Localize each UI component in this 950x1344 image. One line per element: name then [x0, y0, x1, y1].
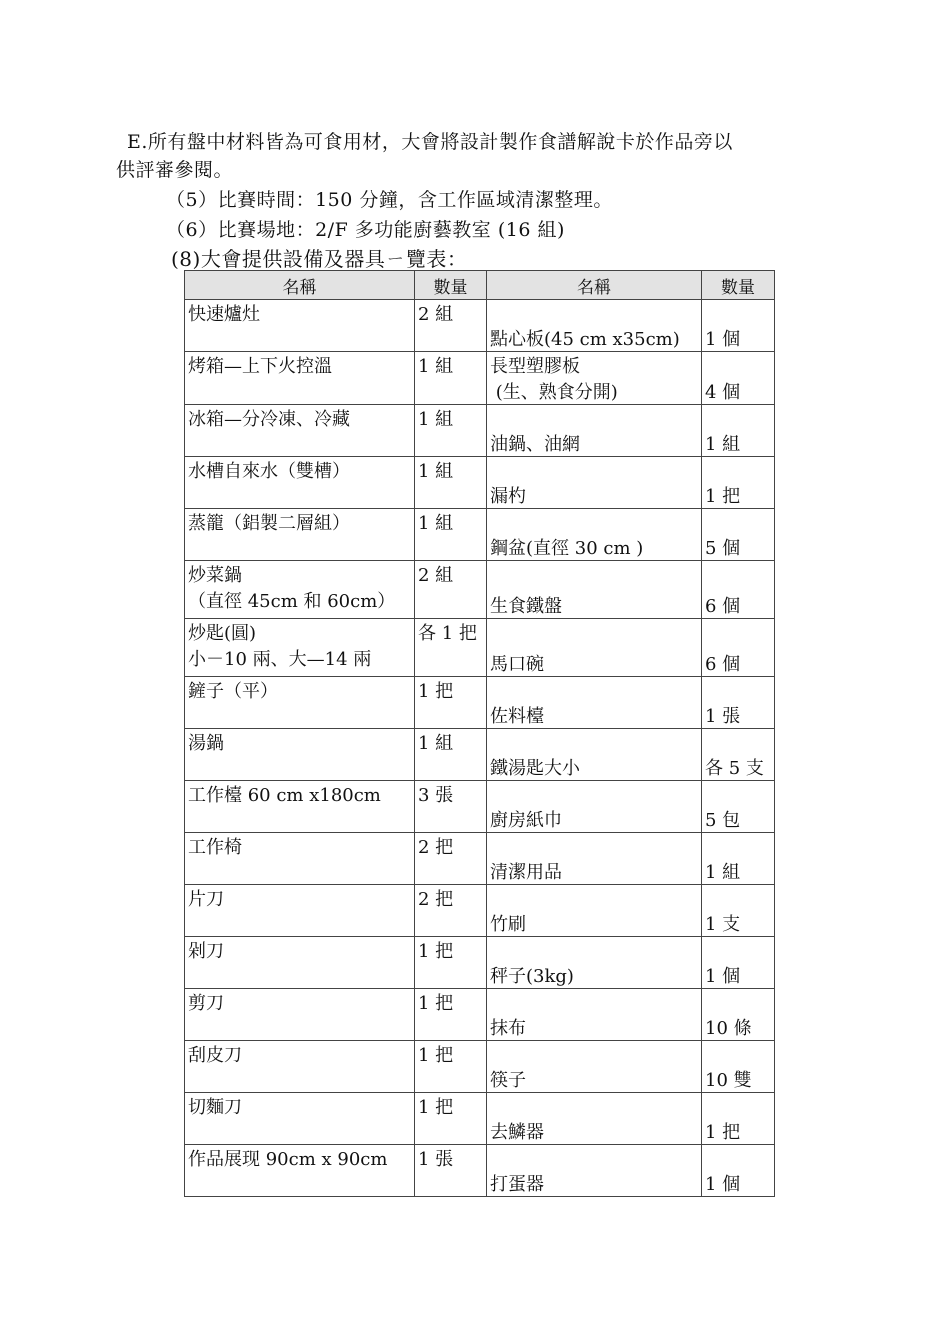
table-row [185, 405, 775, 457]
item-qty-right: 10 雙 [702, 1041, 775, 1093]
item-name-left-line1: 工作檯 60 cm x180cm [188, 785, 381, 806]
item-qty-right: 6 個 [702, 619, 775, 677]
item-name-left [185, 619, 415, 677]
item-name-right [487, 729, 702, 781]
table-row [185, 352, 775, 405]
item-name-right-line2: (生、熟食分開) [490, 382, 618, 403]
equipment-list-title: (8)大會提供設備及器具ㄧ覽表： [171, 247, 468, 271]
item-name-left [185, 300, 415, 352]
item-qty-left: 1 組 [415, 509, 487, 561]
item-name-left [185, 1093, 415, 1145]
item-name-right [487, 352, 702, 405]
item-qty-left: 1 組 [415, 729, 487, 781]
item-name-right [487, 1041, 702, 1093]
item-name-left-line2: （直徑 45cm 和 60cm） [188, 591, 396, 612]
item-qty-left: 1 組 [415, 352, 487, 405]
item-name-right [487, 885, 702, 937]
item-name-left [185, 509, 415, 561]
item-name-right [487, 781, 702, 833]
item-name-left [185, 885, 415, 937]
item-qty-right: 1 個 [702, 937, 775, 989]
item-name-left [185, 1041, 415, 1093]
table-row [185, 1041, 775, 1093]
item-name-left-line1: 工作椅 [188, 837, 242, 858]
table-row [185, 300, 775, 352]
item-name-left [185, 352, 415, 405]
table-row [185, 1093, 775, 1145]
item-name-right-line1: 生食鐵盤 [490, 596, 562, 617]
item-name-right [487, 937, 702, 989]
item-name-right [487, 833, 702, 885]
table-row [185, 937, 775, 989]
table-row [185, 1145, 775, 1197]
item-name-left [185, 405, 415, 457]
item-qty-left: 1 組 [415, 405, 487, 457]
item-qty-left: 2 組 [415, 561, 487, 619]
item-name-left-line1: 炒匙(圓) [188, 623, 257, 644]
item-name-right-line1: 筷子 [490, 1070, 526, 1091]
item-name-right [487, 561, 702, 619]
item-name-right-line1: 點心板(45 cm x35cm) [490, 329, 680, 350]
item-name-right [487, 989, 702, 1041]
item-name-right-line1: 鐵湯匙大小 [490, 758, 580, 779]
competition-venue: （6）比賽場地：2/F 多功能廚藝教室 (16 組) [166, 219, 565, 241]
table-row [185, 457, 775, 509]
item-name-left [185, 989, 415, 1041]
intro-line-review: 供評審參閱。 [116, 159, 234, 181]
header-qty-2: 數量 [702, 271, 775, 300]
item-qty-right: 1 組 [702, 833, 775, 885]
item-name-left-line1: 切麵刀 [188, 1097, 242, 1118]
item-name-right-line1: 漏杓 [490, 486, 526, 507]
item-name-left-line1: 湯鍋 [188, 733, 224, 754]
table-header-row [185, 271, 775, 300]
item-qty-right: 1 把 [702, 1093, 775, 1145]
item-qty-left: 1 把 [415, 989, 487, 1041]
item-name-left-line1: 蒸籠（鋁製二層組） [188, 513, 350, 534]
item-qty-left: 1 把 [415, 1041, 487, 1093]
header-qty-1: 數量 [415, 271, 487, 300]
item-name-left-line1: 快速爐灶 [188, 304, 260, 325]
item-name-left-line1: 刮皮刀 [188, 1045, 242, 1066]
item-qty-right: 5 個 [702, 509, 775, 561]
item-qty-left: 2 把 [415, 833, 487, 885]
item-qty-left: 1 組 [415, 457, 487, 509]
item-name-right-line1: 打蛋器 [490, 1174, 544, 1195]
table-row [185, 677, 775, 729]
item-name-left-line1: 作品展现 90cm x 90cm [188, 1149, 388, 1170]
table-row [185, 561, 775, 619]
item-qty-left: 1 把 [415, 677, 487, 729]
table-row [185, 833, 775, 885]
item-qty-right: 4 個 [702, 352, 775, 405]
item-name-left [185, 561, 415, 619]
item-name-left-line1: 炒菜鍋 [188, 565, 242, 586]
item-name-left [185, 1145, 415, 1197]
item-name-left-line2: 小－10 兩、大—14 兩 [188, 649, 372, 670]
item-name-left [185, 833, 415, 885]
header-name-2: 名稱 [487, 271, 702, 300]
item-name-left-line1: 片刀 [188, 889, 224, 910]
item-name-right [487, 457, 702, 509]
item-name-right [487, 405, 702, 457]
item-qty-right: 6 個 [702, 561, 775, 619]
item-qty-right: 1 組 [702, 405, 775, 457]
item-name-right-line1: 廚房紙巾 [490, 810, 562, 831]
item-qty-right: 1 把 [702, 457, 775, 509]
item-name-left [185, 729, 415, 781]
item-name-right-line1: 馬口碗 [490, 654, 544, 675]
item-name-right-line1: 油鍋、油網 [490, 434, 580, 455]
table-row [185, 885, 775, 937]
item-name-right [487, 300, 702, 352]
item-name-left [185, 457, 415, 509]
item-name-left-line1: 剪刀 [188, 993, 224, 1014]
item-qty-right: 各 5 支 [702, 729, 775, 781]
item-qty-left: 1 把 [415, 1093, 487, 1145]
item-name-left-line1: 鏟子（平） [188, 681, 278, 702]
item-name-right-line1: 秤子(3kg) [490, 966, 574, 987]
item-name-right-line1: 清潔用品 [490, 862, 562, 883]
item-name-left [185, 937, 415, 989]
table-row [185, 729, 775, 781]
table-row [185, 619, 775, 677]
item-name-right [487, 677, 702, 729]
item-qty-right: 10 條 [702, 989, 775, 1041]
item-name-right [487, 509, 702, 561]
item-name-left-line1: 烤箱—上下火控溫 [188, 356, 332, 377]
item-qty-right: 1 支 [702, 885, 775, 937]
item-name-right [487, 619, 702, 677]
item-qty-right: 1 張 [702, 677, 775, 729]
intro-line-materials: E.所有盤中材料皆為可食用材，大會將設計製作食譜解說卡於作品旁以 [127, 131, 733, 153]
item-name-left-line1: 剁刀 [188, 941, 224, 962]
item-name-right-line1: 去鱗器 [490, 1122, 544, 1143]
table-row [185, 781, 775, 833]
item-name-right [487, 1093, 702, 1145]
item-name-left-line1: 冰箱—分冷凍、冷藏 [188, 409, 350, 430]
item-qty-left: 3 張 [415, 781, 487, 833]
item-qty-left: 2 把 [415, 885, 487, 937]
item-name-right-line1: 長型塑膠板 [490, 356, 580, 377]
item-name-right-line1: 竹刷 [490, 914, 526, 935]
item-qty-left: 2 組 [415, 300, 487, 352]
item-name-left-line1: 水槽自來水（雙槽） [188, 461, 350, 482]
item-name-right-line1: 佐料檯 [490, 706, 544, 727]
item-qty-left: 1 把 [415, 937, 487, 989]
item-qty-right: 1 個 [702, 1145, 775, 1197]
table-row [185, 509, 775, 561]
item-qty-right: 1 個 [702, 300, 775, 352]
item-name-right [487, 1145, 702, 1197]
competition-time: （5）比賽時間：150 分鐘，含工作區域清潔整理。 [166, 189, 613, 211]
item-name-right-line1: 鋼盆(直徑 30 cm ) [490, 538, 644, 559]
item-qty-left: 1 張 [415, 1145, 487, 1197]
item-qty-left: 各 1 把 [415, 619, 487, 677]
table-row [185, 989, 775, 1041]
item-name-right-line1: 抹布 [490, 1018, 526, 1039]
item-name-left [185, 781, 415, 833]
item-name-left [185, 677, 415, 729]
equipment-table [184, 270, 775, 1197]
header-name-1: 名稱 [185, 271, 415, 300]
item-qty-right: 5 包 [702, 781, 775, 833]
